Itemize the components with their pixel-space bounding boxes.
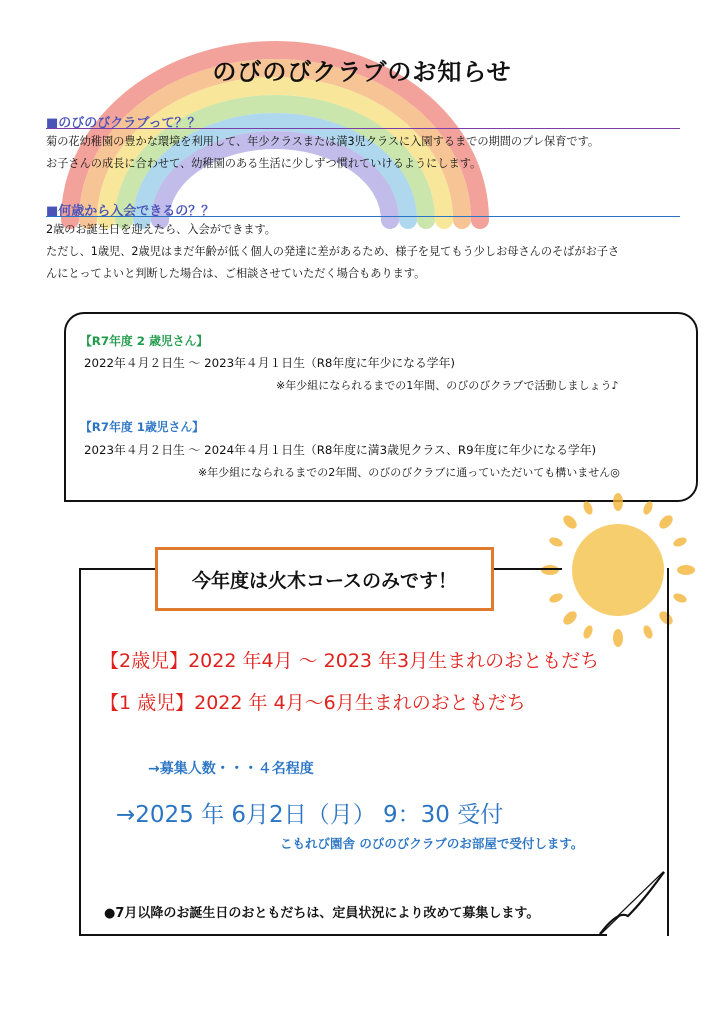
- section1-line: お子さんの成長に合わせて、幼稚園のある生活に少しずつ慣れていけるようにします。: [46, 157, 482, 170]
- age-group-box: [64, 312, 698, 502]
- group1-heading: 【R7年度 2 歳児さん】: [80, 334, 209, 348]
- group2-heading: 【R7年度 1歳児さん】: [80, 420, 204, 434]
- section2-divider: [46, 216, 680, 217]
- section1-line: 菊の花幼稚園の豊かな環境を利用して、年少クラスまたは満3児クラスに入園するまでの期間のプレ保育です。: [46, 135, 600, 148]
- reception-datetime: →2025 年 6月2日（月） 9：30 受付: [116, 802, 504, 828]
- course-box-top-border: [492, 568, 562, 570]
- recruit-count: →募集人数・・・４名程度: [148, 761, 314, 777]
- group1-birth-range: 2022年４月２日生 ～ 2023年４月１日生（R8年度に年少になる学年): [84, 356, 455, 370]
- group1-note: ※年少組になられるまでの1年間、のびのびクラブで活動しましょう♪: [276, 379, 619, 392]
- section1-heading: ■のびのびクラブって？？: [46, 116, 201, 131]
- course-box-top-border: [79, 568, 159, 570]
- course-box-bottom-border: [79, 934, 607, 936]
- footnote: ●7月以降のお誕生日のおともだちは、定員状況により改めて募集します。: [104, 906, 540, 921]
- page-curl-corner: [598, 870, 670, 940]
- group2-note: ※年少組になられるまでの2年間、のびのびクラブに通っていただいても構いません◎: [198, 466, 620, 479]
- section2-line: 2歳のお誕生日を迎えたら、入会ができます。: [46, 223, 276, 236]
- section2-body: [46, 219, 686, 285]
- eligible-1yo: 【1 歳児】2022 年 4月～6月生まれのおともだち: [100, 692, 526, 714]
- section2-line: ただし、1歳児、2歳児はまだ年齢が低く個人の発達に差があるため、様子を見てもう少しお母さんのそばがお子さ: [46, 245, 620, 258]
- page-title: のびのびクラブのお知らせ: [212, 58, 512, 86]
- reception-place: こもれび園舎 のびのびクラブのお部屋で受付します。: [280, 836, 584, 851]
- group2-birth-range: 2023年４月２日生 ～ 2024年４月１日生（R8年度に満3歳児クラス、R9年度に年少になる学年): [84, 443, 597, 457]
- section2-line: んにとってよいと判断した場合は、ご相談させていただく場合もあります。: [46, 267, 426, 280]
- course-box: [79, 568, 669, 936]
- course-banner: 今年度は火木コースのみです！: [155, 547, 494, 611]
- eligible-2yo: 【2歳児】2022 年4月 ～ 2023 年3月生まれのおともだち: [100, 650, 600, 672]
- section1-body: [46, 131, 686, 175]
- section1-divider: [46, 128, 680, 129]
- section2-heading: ■何歳から入会できるの？？: [46, 204, 215, 219]
